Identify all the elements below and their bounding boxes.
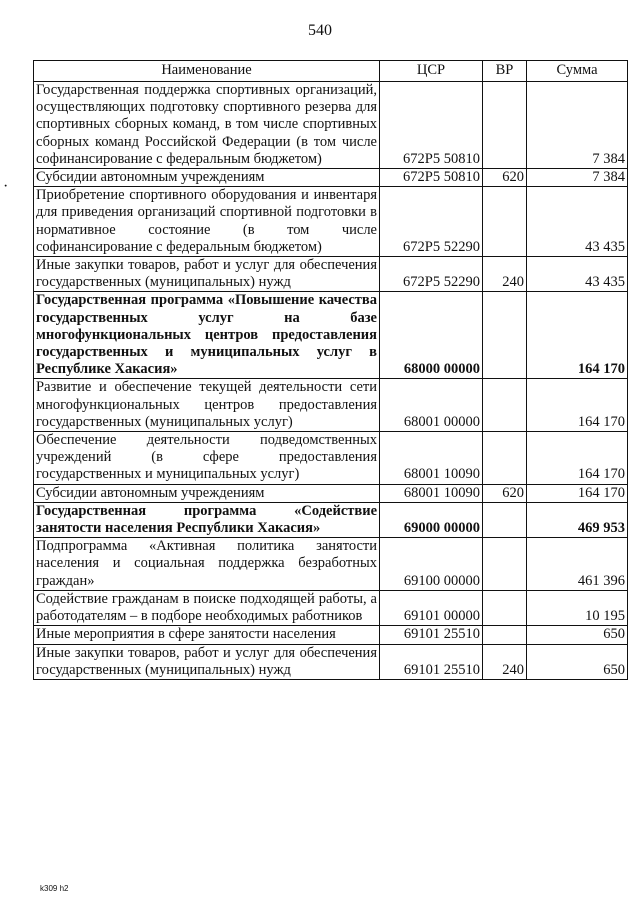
row-name: Иные закупки товаров, работ и услуг для обеспечения государственных (муниципальных) нужд [34,257,380,292]
table-row [34,257,628,292]
row-sum: 10 195 [527,590,628,625]
row-csr: 672P5 52290 [380,257,483,292]
row-sum: 650 [527,644,628,679]
row-sum: 7 384 [527,169,628,187]
row-vr [483,626,527,644]
row-name: Обеспечение деятельности подведомственных учреждений (в сфере предоставления государственных и муниципальных услуг) [34,432,380,485]
row-name: Содействие гражданам в поиске подходящей работы, а работодателям – в подборе необходимых работников [34,590,380,625]
row-csr: 68000 00000 [380,292,483,379]
header-csr: ЦСР [380,61,483,82]
row-csr: 69000 00000 [380,502,483,537]
row-sum: 43 435 [527,187,628,257]
row-vr [483,502,527,537]
table-row [34,169,628,187]
margin-dot: · [3,178,9,195]
row-csr: 68001 00000 [380,379,483,432]
table-row-program [34,502,628,537]
row-name: Иные закупки товаров, работ и услуг для обеспечения государственных (муниципальных) нужд [34,644,380,679]
row-sum: 164 170 [527,292,628,379]
footer-code: k309 h2 [40,884,69,893]
row-csr: 68001 10090 [380,484,483,502]
header-vr: ВР [483,61,527,82]
row-csr: 68001 10090 [380,432,483,485]
row-name: Субсидии автономным учреждениям [34,169,380,187]
row-sum: 650 [527,626,628,644]
row-name: Государственная программа «Повышение качества государственных услуг на базе многофункциональных центров предоставления государственных и муниципальных услуг в Республике Хакасия» [34,292,380,379]
table-row [34,187,628,257]
row-name: Государственная поддержка спортивных организаций, осуществляющих подготовку спортивного резерва для спортивных сборных команд, в том числе спортивных сборных команд Российской Федерации (в том числе софинансирование с федеральным бюджетом) [34,82,380,169]
row-sum: 164 170 [527,432,628,485]
row-sum: 164 170 [527,379,628,432]
table-row [34,484,628,502]
row-csr: 69101 00000 [380,590,483,625]
row-vr: 240 [483,257,527,292]
row-csr: 672P5 50810 [380,82,483,169]
table-row-program [34,292,628,379]
header-sum: Сумма [527,61,628,82]
row-vr [483,538,527,591]
row-vr [483,432,527,485]
row-vr: 620 [483,484,527,502]
row-csr: 69101 25510 [380,626,483,644]
table-row [34,590,628,625]
table-row [34,379,628,432]
page-number: 540 [308,22,332,39]
row-sum: 43 435 [527,257,628,292]
table-row [34,538,628,591]
row-vr [483,590,527,625]
row-csr: 69100 00000 [380,538,483,591]
header-name: Наименование [34,61,380,82]
row-name: Развитие и обеспечение текущей деятельности сети многофункциональных центров предоставления государственных (муниципальных услуг) [34,379,380,432]
row-sum: 469 953 [527,502,628,537]
row-vr [483,82,527,169]
row-vr: 240 [483,644,527,679]
table-row [34,82,628,169]
row-vr: 620 [483,169,527,187]
row-vr [483,379,527,432]
row-sum: 7 384 [527,82,628,169]
row-name: Государственная программа «Содействие занятости населения Республики Хакасия» [34,502,380,537]
row-sum: 461 396 [527,538,628,591]
table-row [34,644,628,679]
row-name: Иные мероприятия в сфере занятости населения [34,626,380,644]
row-vr [483,292,527,379]
row-vr [483,187,527,257]
table-row [34,432,628,485]
row-sum: 164 170 [527,484,628,502]
table-row [34,626,628,644]
row-name: Приобретение спортивного оборудования и инвентаря для приведения организаций спортивной подготовки в нормативное состояние (в том числе софинансирование с федеральным бюджетом) [34,187,380,257]
row-csr: 69101 25510 [380,644,483,679]
row-name: Подпрограмма «Активная политика занятости населения и социальная поддержка безработных граждан» [34,538,380,591]
table-header-row [34,61,628,82]
row-csr: 672P5 52290 [380,187,483,257]
budget-table [33,60,628,680]
row-name: Субсидии автономным учреждениям [34,484,380,502]
row-csr: 672P5 50810 [380,169,483,187]
